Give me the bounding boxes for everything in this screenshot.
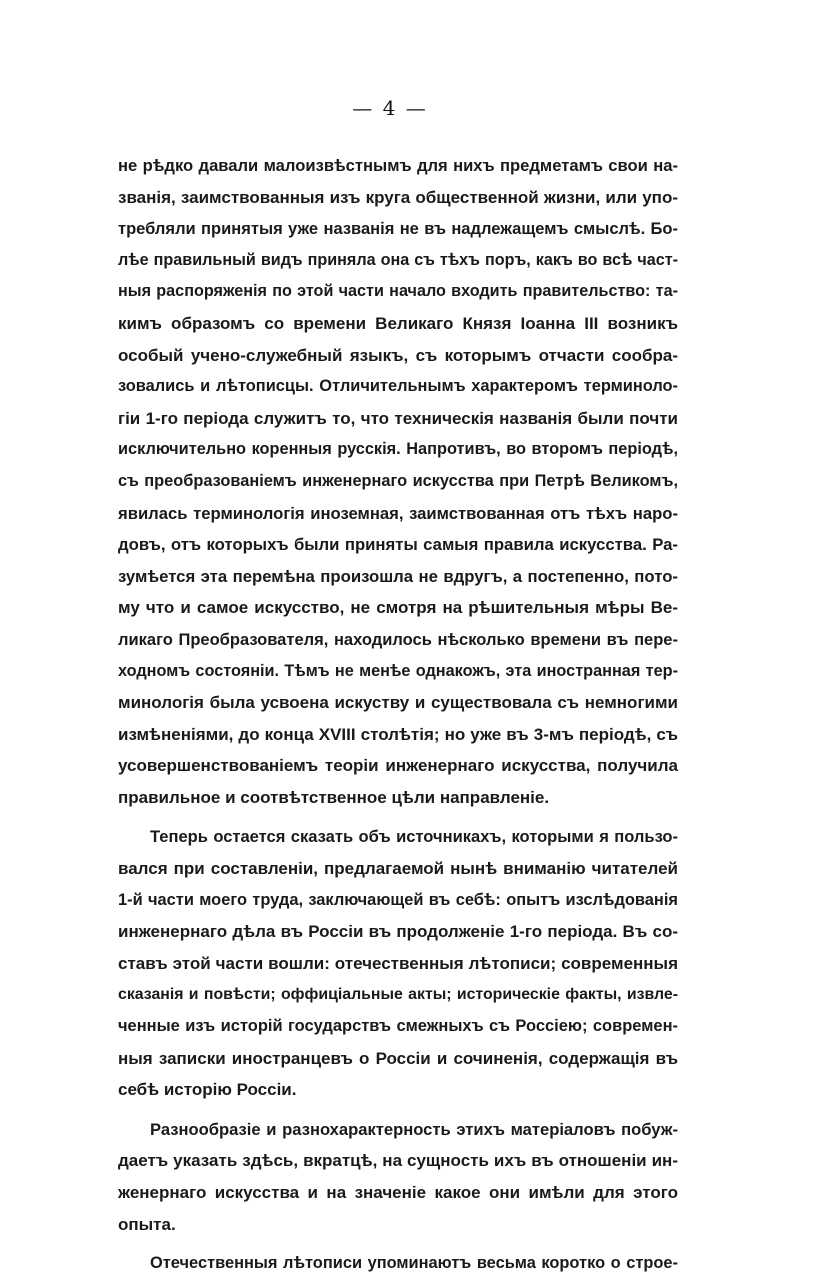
text-line: себѣ исторію Россіи. <box>118 1080 297 1100</box>
text-line: ликаго Преобразователя, находилось нѣсколько времени въ пере- <box>118 629 678 649</box>
text-line: опыта. <box>118 1214 176 1234</box>
text-line: ходномъ состояніи. Тѣмъ не менѣе однакожъ, эта иностранная тер- <box>118 661 678 680</box>
page-number: — 4 — <box>352 96 428 120</box>
text-line: званія, заимствованныя изъ круга общественной жизни, или упо- <box>118 187 678 207</box>
text-line: сказанія и повѣсти; оффиціальные акты; историческіе факты, извле- <box>118 986 678 1004</box>
text-line: зумѣется эта перемѣна произошла не вдругъ, а постепенно, пото- <box>118 566 678 586</box>
text-line: минологія была усвоена искуству и существовала съ немногими <box>118 693 678 713</box>
text-line: требляли принятыя уже названія не въ надлежащемъ смыслѣ. Бо- <box>118 219 678 239</box>
text-line: лѣе правильный видъ приняла она съ тѣхъ поръ, какъ во всѣ част- <box>118 250 678 269</box>
text-line: вался при составленіи, предлагаемой нынѣ вниманію читателей <box>118 859 678 879</box>
text-line: Отечественныя лѣтописи упоминаютъ весьма коротко о строе- <box>150 1254 678 1273</box>
text-line: Разнообразіе и разнохарактерность этихъ матеріаловъ побуж- <box>150 1119 678 1139</box>
body-text <box>118 150 678 1280</box>
text-line: инженернаго дѣла въ Россіи въ продолженіе 1-го періода. Въ со- <box>118 922 678 942</box>
text-line: ставъ этой части вошли: отечественныя лѣтописи; современныя <box>118 953 678 973</box>
text-line: му что и самое искусство, не смотря на рѣшительныя мѣры Ве- <box>118 598 678 618</box>
text-line: ныя записки иностранцевъ о Россіи и сочиненія, содержащія въ <box>118 1048 678 1068</box>
text-line: измѣненіями, до конца XVIII столѣтія; но уже въ 3-мъ періодѣ, съ <box>118 724 678 744</box>
text-line: зовались и лѣтописцы. Отличительнымъ характеромъ терминоло- <box>118 377 678 396</box>
text-line: 1-й части моего труда, заключающей въ себѣ: опытъ изслѣдованія <box>118 890 678 909</box>
text-line: кимъ образомъ со времени Великаго Князя Іоанна III возникъ <box>118 313 678 333</box>
text-line: явилась терминологія иноземная, заимствованная отъ тѣхъ наро- <box>118 503 678 523</box>
text-line: правильное и соотвѣтственное цѣли направленіе. <box>118 787 550 807</box>
text-line: ченные изъ исторій государствъ смежныхъ съ Россіею; современ- <box>118 1017 678 1036</box>
text-line: довъ, отъ которыхъ были приняты самыя правила искусства. Ра- <box>118 535 678 555</box>
text-line: съ преобразованіемъ инженернаго искусства при Петрѣ Великомъ, <box>118 471 678 490</box>
text-line: Теперь остается сказать объ источникахъ, которыми я пользо- <box>150 827 678 847</box>
text-line: ныя распоряженія по этой части начало входить правительство: та- <box>118 282 678 301</box>
text-line: гіи 1-го періода служитъ то, что техническія названія были почти <box>118 408 678 428</box>
text-line: женернаго искусства и на значеніе какое они имѣли для этого <box>118 1183 678 1202</box>
text-line: особый учено-служебный языкъ, съ которымъ отчасти сообра- <box>118 345 678 365</box>
text-line: не рѣдко давали малоизвѣстнымъ для нихъ предметамъ свои на- <box>118 156 678 175</box>
text-line: исключительно коренныя русскія. Напротивъ, во второмъ періодѣ, <box>118 440 678 459</box>
text-line: даетъ указать здѣсь, вкратцѣ, на сущность ихъ въ отношеніи ин- <box>118 1151 678 1171</box>
text-line: усовершенствованіемъ теоріи инженернаго искусства, получила <box>118 756 678 776</box>
